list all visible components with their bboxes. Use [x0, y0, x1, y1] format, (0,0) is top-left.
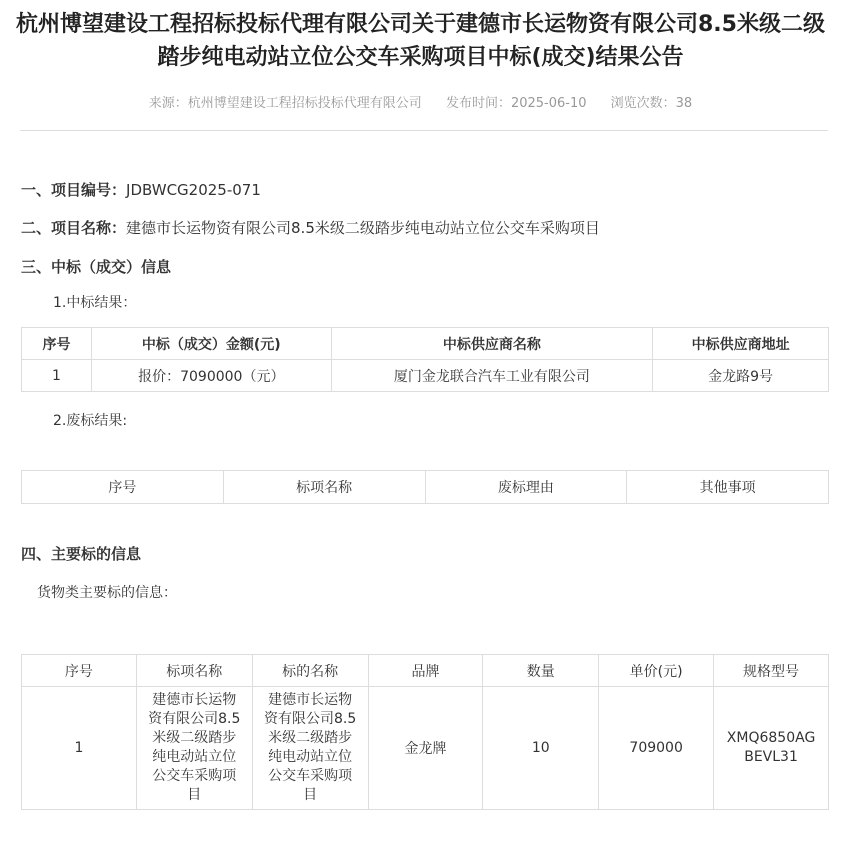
invalid-result-label: 2.废标结果: [53, 413, 128, 429]
col-header: 序号 [22, 328, 92, 360]
page-title: 杭州博望建设工程招标投标代理有限公司关于建德市长运物资有限公司8.5米级二级踏步纯电动站立位公交车采购项目中标(成交)结果公告 [16, 12, 825, 70]
award-result-label: 1.中标结果： [53, 295, 137, 311]
col-header: 废标理由 [425, 471, 627, 504]
project-name [21, 217, 600, 238]
goods-table [21, 654, 829, 810]
publish-time: 发布时间：2025-06-10 [445, 96, 587, 111]
table-header-row [22, 471, 829, 504]
table-cell: 建德市长运物资有限公司8.5米级二级踏步纯电动站立位公交车采购项目 [136, 687, 252, 810]
col-header: 品牌 [368, 655, 483, 687]
col-header: 标的名称 [252, 655, 368, 687]
project-number [21, 179, 261, 200]
table-cell: 1 [22, 687, 137, 810]
main-subject-heading-text: 四、主要标的信息 [21, 545, 142, 563]
col-header: 序号 [22, 471, 224, 504]
award-info-heading-text: 三、中标（成交）信息 [21, 258, 172, 276]
invalid-table [21, 470, 829, 504]
project-number-value: JDBWCG2025-071 [126, 181, 261, 199]
table-cell: XMQ6850AGBEVL31 [714, 687, 829, 810]
project-name-value: 建德市长运物资有限公司8.5米级二级踏步纯电动站立位公交车采购项目 [126, 219, 600, 237]
table-cell: 709000 [599, 687, 714, 810]
table-cell: 厦门金龙联合汽车工业有限公司 [331, 360, 653, 392]
table-row [22, 360, 829, 392]
col-header: 序号 [22, 655, 137, 687]
award-info-heading [21, 256, 171, 277]
table-cell: 金龙路9号 [653, 360, 829, 392]
main-subject-heading [21, 543, 141, 564]
table-cell: 金龙牌 [368, 687, 483, 810]
col-header: 标项名称 [136, 655, 252, 687]
table-row [22, 687, 829, 810]
article-meta [0, 92, 841, 111]
table-cell: 建德市长运物资有限公司8.5米级二级踏步纯电动站立位公交车采购项目 [252, 687, 368, 810]
table-cell: 10 [483, 687, 599, 810]
goods-info-label: 货物类主要标的信息： [37, 585, 177, 601]
table-header-row [22, 655, 829, 687]
divider [20, 130, 828, 131]
table-header-row [22, 328, 829, 360]
table-cell: 报价：7090000（元） [91, 360, 331, 392]
col-header: 其他事项 [627, 471, 829, 504]
award-table [21, 327, 829, 392]
project-number-label: 一、项目编号： [21, 181, 127, 199]
col-header: 单价(元) [599, 655, 714, 687]
col-header: 中标供应商地址 [653, 328, 829, 360]
col-header: 中标供应商名称 [331, 328, 653, 360]
table-cell: 1 [22, 360, 92, 392]
col-header: 数量 [483, 655, 599, 687]
view-count: 浏览次数：38 [610, 96, 693, 111]
project-name-label: 二、项目名称： [21, 219, 127, 237]
col-header: 中标（成交）金额(元) [91, 328, 331, 360]
col-header: 规格型号 [714, 655, 829, 687]
col-header: 标项名称 [223, 471, 425, 504]
source-text: 来源：杭州博望建设工程招标投标代理有限公司 [148, 96, 422, 111]
